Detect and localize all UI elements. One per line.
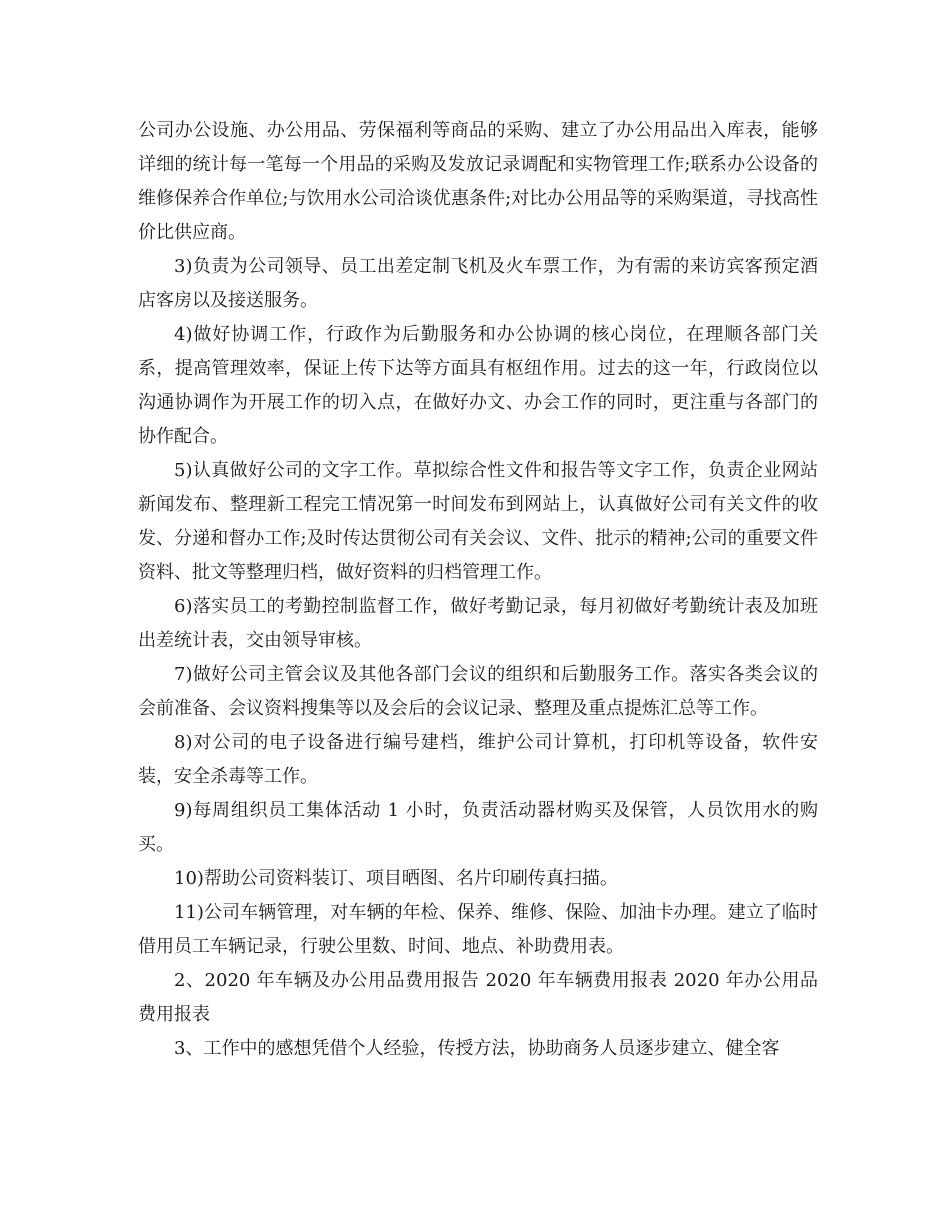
paragraph-section-3: 3、工作中的感想凭借个人经验，传授方法，协助商务人员逐步建立、健全客 xyxy=(174,1038,780,1059)
paragraph-section-2: 2、2020 年车辆及办公用品费用报告 2020 年车辆费用报表 2020 年办公用品费用报表 xyxy=(138,970,818,1025)
paragraph-item-7: 7)做好公司主管会议及其他各部门会议的组织和后勤服务工作。落实各类会议的会前准备、会议资料搜集等以及会后的会议记录、整理及重点提炼汇总等工作。 xyxy=(138,664,818,719)
paragraph-item-6: 6)落实员工的考勤控制监督工作，做好考勤记录，每月初做好考勤统计表及加班出差统计表，交由领导审核。 xyxy=(138,596,818,651)
paragraph-item-3: 3)负责为公司领导、员工出差定制飞机及火车票工作，为有需的来访宾客预定酒店客房以及接送服务。 xyxy=(138,256,818,311)
paragraph-procurement: 公司办公设施、办公用品、劳保福利等商品的采购、建立了办公用品出入库表，能够详细的统计每一笔每一个用品的采购及发放记录调配和实物管理工作;联系办公设备的维修保养合作单位;与饮用水公司洽谈优惠条件;对比办公用品等的采购渠道，寻找高性价比供应商。 xyxy=(138,120,818,243)
document-page xyxy=(138,114,818,1066)
paragraph-item-8: 8)对公司的电子设备进行编号建档，维护公司计算机，打印机等设备，软件安装，安全杀毒等工作。 xyxy=(138,732,818,787)
paragraph-item-11: 11)公司车辆管理，对车辆的年检、保养、维修、保险、加油卡办理。建立了临时借用员工车辆记录，行驶公里数、时间、地点、补助费用表。 xyxy=(138,902,818,957)
paragraph-item-10: 10)帮助公司资料装订、项目晒图、名片印刷传真扫描。 xyxy=(174,868,618,889)
paragraph-item-4: 4)做好协调工作，行政作为后勤服务和办公协调的核心岗位，在理顺各部门关系，提高管理效率，保证上传下达等方面具有枢纽作用。过去的这一年，行政岗位以沟通协调作为开展工作的切入点，在做好办文、办会工作的同时，更注重与各部门的协作配合。 xyxy=(138,324,818,447)
paragraph-item-5: 5)认真做好公司的文字工作。草拟综合性文件和报告等文字工作，负责企业网站新闻发布、整理新工程完工情况第一时间发布到网站上，认真做好公司有关文件的收发、分递和督办工作;及时传达贯彻公司有关会议、文件、批示的精神;公司的重要文件资料、批文等整理归档，做好资料的归档管理工作。 xyxy=(138,460,818,583)
paragraph-item-9: 9)每周组织员工集体活动 1 小时，负责活动器材购买及保管，人员饮用水的购买。 xyxy=(138,800,818,855)
